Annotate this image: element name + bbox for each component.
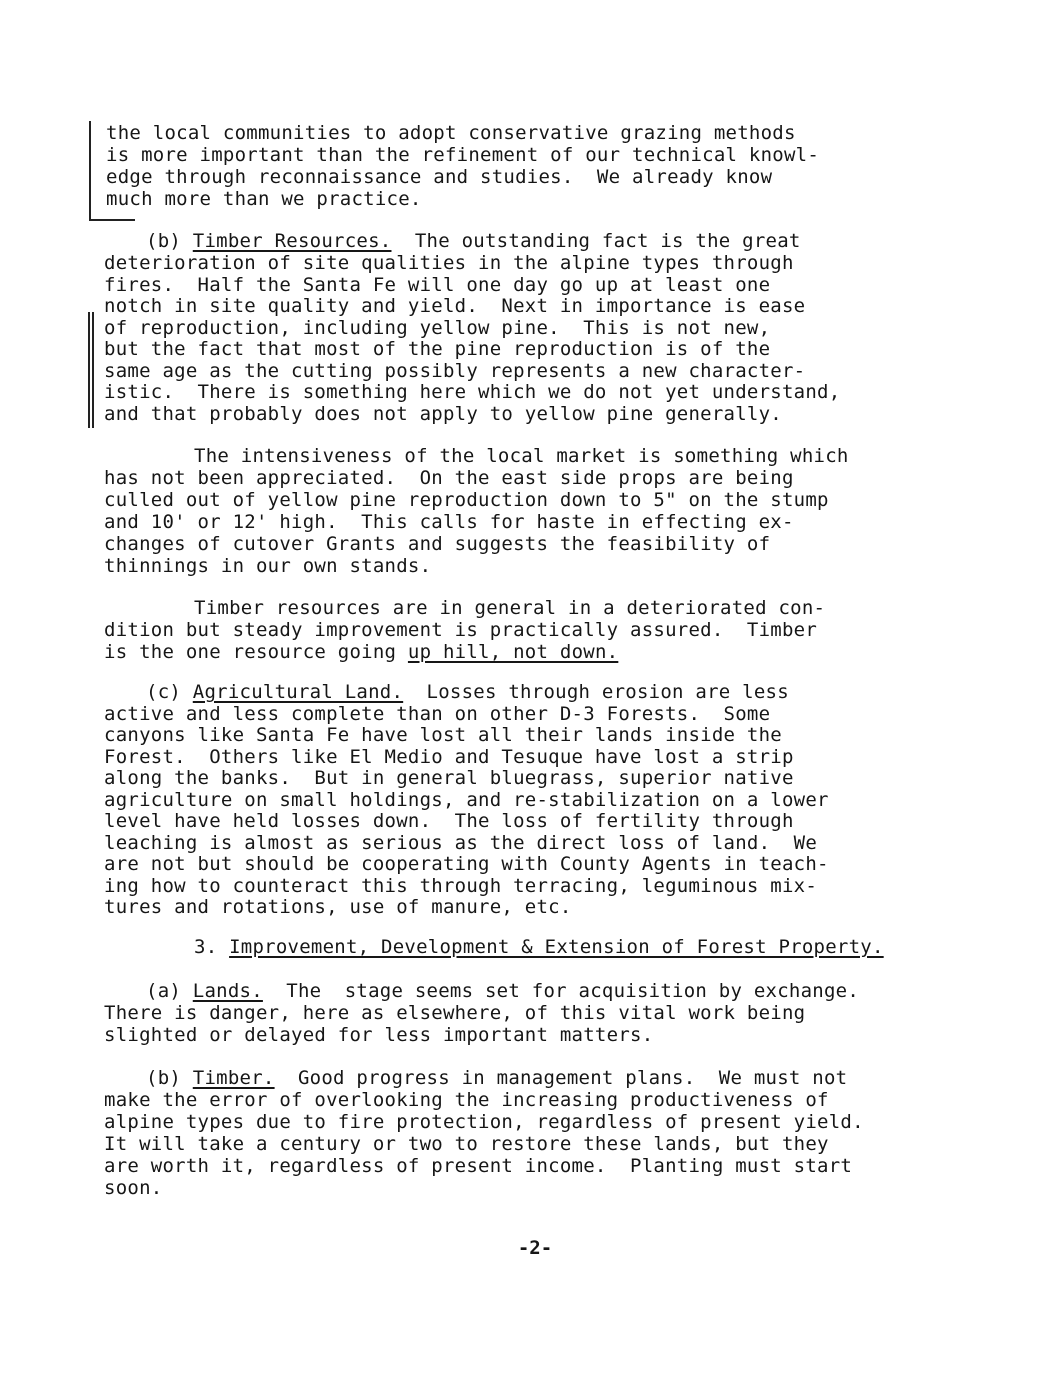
text-line: slighted or delayed for less important matters. <box>104 1024 654 1046</box>
subsection-heading: Lands. <box>192 980 263 1002</box>
text-line: ing how to counteract this through terracing, leguminous mix- <box>104 875 818 897</box>
text-line <box>146 230 801 252</box>
text-line: It will take a century or two to restore these lands, but they <box>104 1133 829 1155</box>
text-line: changes of cutover Grants and suggests the feasibility of <box>104 533 771 555</box>
margin-bar-left <box>88 312 90 428</box>
text-line: are not but should be cooperating with County Agents in teach- <box>104 853 829 875</box>
text-line: are worth it, regardless of present income. Planting must start <box>104 1155 853 1177</box>
text-line <box>194 936 884 958</box>
text-line: has not been appreciated. On the east side props are being <box>104 467 794 489</box>
text-line: and 10' or 12' high. This calls for haste in effecting ex- <box>104 511 794 533</box>
item-label: (a) <box>146 980 193 1002</box>
text-fragment: The outstanding fact is the great <box>391 230 801 252</box>
text-line: agriculture on small holdings, and re-stabilization on a lower <box>104 789 829 811</box>
margin-bar-right <box>92 312 94 428</box>
subsection-heading: Timber Resources. <box>192 230 392 252</box>
text-line <box>146 980 859 1002</box>
text-line: along the banks. But in general bluegrass, superior native <box>104 767 794 789</box>
text-line: alpine types due to fire protection, regardless of present yield. <box>104 1111 864 1133</box>
text-line: is more important than the refinement of our technical knowl- <box>106 144 820 166</box>
text-fragment: The stage seems set for acquisition by exchange. <box>262 980 860 1002</box>
text-line: level have held losses down. The loss of fertility through <box>104 810 794 832</box>
text-line <box>146 1067 847 1089</box>
margin-bracket-foot <box>89 219 135 221</box>
text-line: soon. <box>104 1177 163 1199</box>
text-line: dition but steady improvement is practically assured. Timber <box>104 619 818 641</box>
page-number: -2- <box>517 1237 553 1259</box>
text-line: of reproduction, including yellow pine. This is not new, <box>104 317 771 339</box>
text-line: much more than we practice. <box>106 188 422 210</box>
text-fragment: Good progress in management plans. We must not <box>274 1067 848 1089</box>
item-label: (b) <box>146 1067 193 1089</box>
text-line: The intensiveness of the local market is something which <box>194 445 849 467</box>
text-line: culled out of yellow pine reproduction down to 5" on the stump <box>104 489 829 511</box>
text-line <box>104 641 618 663</box>
text-line <box>146 681 789 703</box>
text-line: the local communities to adopt conservative grazing methods <box>106 122 796 144</box>
section-title: Improvement, Development & Extension of Forest Property. <box>229 936 884 958</box>
text-line: deterioration of site qualities in the alpine types through <box>104 252 794 274</box>
text-fragment: Losses through erosion are less <box>403 681 789 703</box>
item-label: (c) <box>146 681 193 703</box>
text-line: edge through reconnaissance and studies. We already know <box>106 166 773 188</box>
text-line: and that probably does not apply to yellow pine generally. <box>104 403 782 425</box>
text-line: tures and rotations, use of manure, etc. <box>104 896 572 918</box>
text-line: Forest. Others like El Medio and Tesuque have lost a strip <box>104 746 794 768</box>
section-number: 3. <box>194 936 230 958</box>
underlined-phrase: up hill, not down. <box>407 641 619 663</box>
text-line: leaching is almost as serious as the direct loss of land. We <box>104 832 818 854</box>
item-label: (b) <box>146 230 193 252</box>
text-line: istic. There is something here which we do not yet understand, <box>104 381 841 403</box>
subsection-heading: Agricultural Land. <box>192 681 404 703</box>
text-line: but the fact that most of the pine reproduction is of the <box>104 338 771 360</box>
text-line: notch in site quality and yield. Next in importance is ease <box>104 295 806 317</box>
subsection-heading: Timber. <box>192 1067 275 1089</box>
text-fragment: is the one resource going <box>104 641 408 663</box>
text-line: fires. Half the Santa Fe will one day go up at least one <box>104 274 771 296</box>
margin-bracket-vertical <box>89 121 91 220</box>
text-line: There is danger, here as elsewhere, of this vital work being <box>104 1002 806 1024</box>
text-line: make the error of overlooking the increasing productiveness of <box>104 1089 829 1111</box>
text-line: same age as the cutting possibly represents a new character- <box>104 360 806 382</box>
text-line: thinnings in our own stands. <box>104 555 432 577</box>
text-line: active and less complete than on other D-3 Forests. Some <box>104 703 771 725</box>
text-line: canyons like Santa Fe have lost all their lands inside the <box>104 724 782 746</box>
text-line: Timber resources are in general in a deteriorated con- <box>194 597 826 619</box>
